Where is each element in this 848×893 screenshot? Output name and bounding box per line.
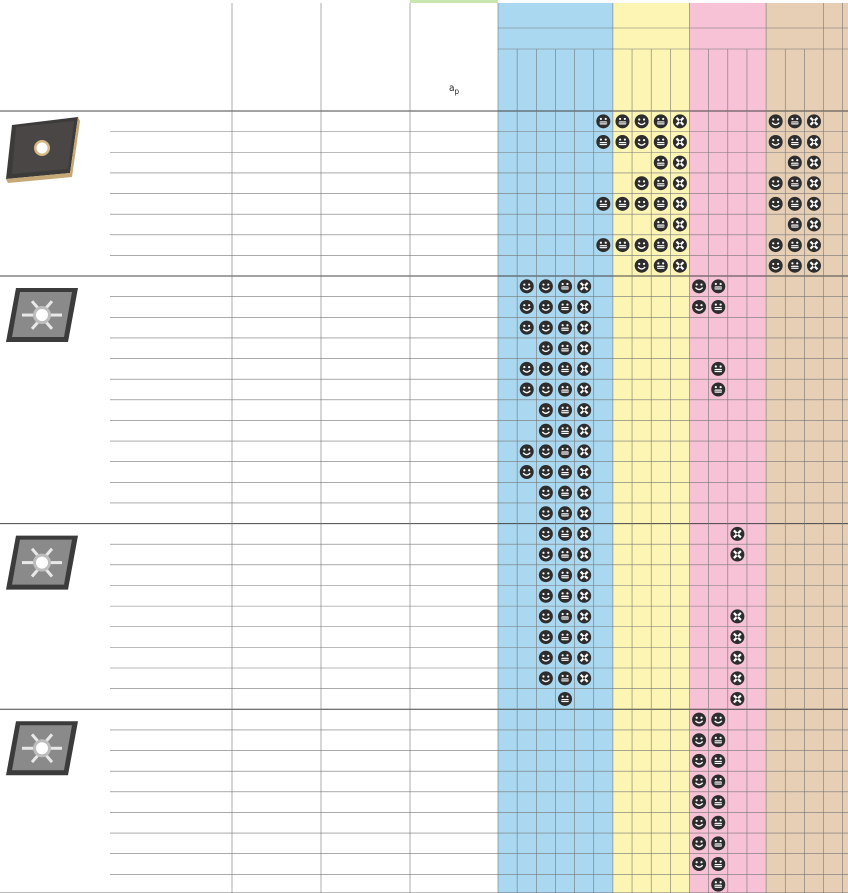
- grin-rating-icon: [558, 527, 572, 541]
- cross-rating-icon: [577, 465, 591, 479]
- ap-label: a: [448, 83, 455, 94]
- grin-rating-icon: [654, 176, 668, 190]
- smile-rating-icon: [539, 609, 553, 623]
- smile-rating-icon: [769, 259, 783, 273]
- smile-rating-icon: [520, 444, 534, 458]
- cross-rating-icon: [577, 362, 591, 376]
- smile-rating-icon: [539, 279, 553, 293]
- cross-rating-icon: [577, 444, 591, 458]
- smile-rating-icon: [539, 527, 553, 541]
- grin-rating-icon: [558, 630, 572, 644]
- cross-rating-icon: [577, 424, 591, 438]
- smile-rating-icon: [520, 300, 534, 314]
- grin-rating-icon: [558, 692, 572, 706]
- cross-rating-icon: [577, 651, 591, 665]
- grin-rating-icon: [596, 238, 610, 252]
- smile-rating-icon: [635, 114, 649, 128]
- grin-rating-icon: [615, 135, 629, 149]
- cross-rating-icon: [577, 671, 591, 685]
- smile-rating-icon: [539, 424, 553, 438]
- insert-nr4-image: [6, 117, 80, 183]
- smile-rating-icon: [539, 300, 553, 314]
- smile-rating-icon: [692, 713, 706, 727]
- grin-rating-icon: [654, 135, 668, 149]
- grin-rating-icon: [654, 259, 668, 273]
- smile-rating-icon: [520, 465, 534, 479]
- grin-rating-icon: [654, 114, 668, 128]
- cross-rating-icon: [577, 403, 591, 417]
- grin-rating-icon: [596, 197, 610, 211]
- smile-rating-icon: [539, 671, 553, 685]
- smile-rating-icon: [520, 362, 534, 376]
- smile-rating-icon: [520, 383, 534, 397]
- grin-rating-icon: [558, 671, 572, 685]
- grin-rating-icon: [615, 197, 629, 211]
- group-band-hw: [824, 3, 848, 893]
- grin-rating-icon: [711, 362, 725, 376]
- smile-rating-icon: [692, 836, 706, 850]
- smile-rating-icon: [692, 279, 706, 293]
- grin-rating-icon: [711, 383, 725, 397]
- grin-rating-icon: [788, 135, 802, 149]
- grin-rating-icon: [711, 816, 725, 830]
- grin-rating-icon: [596, 135, 610, 149]
- cross-rating-icon: [673, 197, 687, 211]
- cross-rating-icon: [577, 630, 591, 644]
- cross-rating-icon: [807, 197, 821, 211]
- grin-rating-icon: [558, 362, 572, 376]
- grin-rating-icon: [558, 341, 572, 355]
- cross-rating-icon: [577, 321, 591, 335]
- smile-rating-icon: [635, 176, 649, 190]
- grin-rating-icon: [654, 217, 668, 231]
- cross-rating-icon: [673, 135, 687, 149]
- grin-rating-icon: [558, 609, 572, 623]
- cross-rating-icon: [673, 217, 687, 231]
- cross-rating-icon: [577, 609, 591, 623]
- grin-rating-icon: [558, 548, 572, 562]
- grin-rating-icon: [558, 383, 572, 397]
- cross-rating-icon: [577, 568, 591, 582]
- cross-rating-icon: [577, 548, 591, 562]
- smile-rating-icon: [692, 733, 706, 747]
- smile-rating-icon: [769, 176, 783, 190]
- smile-rating-icon: [539, 630, 553, 644]
- smile-rating-icon: [635, 238, 649, 252]
- grin-rating-icon: [788, 156, 802, 170]
- cross-rating-icon: [730, 692, 744, 706]
- smile-rating-icon: [520, 321, 534, 335]
- cross-rating-icon: [673, 114, 687, 128]
- cross-rating-icon: [577, 506, 591, 520]
- cross-rating-icon: [807, 259, 821, 273]
- smile-rating-icon: [539, 341, 553, 355]
- grin-rating-icon: [654, 238, 668, 252]
- grin-rating-icon: [711, 733, 725, 747]
- smile-rating-icon: [539, 403, 553, 417]
- grin-rating-icon: [615, 238, 629, 252]
- smile-rating-icon: [769, 238, 783, 252]
- grin-rating-icon: [711, 857, 725, 871]
- grin-rating-icon: [558, 651, 572, 665]
- ap-header: [410, 83, 498, 97]
- insert-rk5-image: [6, 721, 78, 775]
- grin-rating-icon: [654, 156, 668, 170]
- grin-rating-icon: [788, 114, 802, 128]
- cross-rating-icon: [807, 176, 821, 190]
- cross-rating-icon: [673, 259, 687, 273]
- smile-rating-icon: [539, 362, 553, 376]
- grin-rating-icon: [788, 217, 802, 231]
- cross-rating-icon: [730, 548, 744, 562]
- smile-rating-icon: [769, 197, 783, 211]
- smile-rating-icon: [692, 300, 706, 314]
- cross-rating-icon: [673, 156, 687, 170]
- smile-rating-icon: [769, 135, 783, 149]
- grin-rating-icon: [711, 795, 725, 809]
- grin-rating-icon: [711, 878, 725, 892]
- smile-rating-icon: [769, 114, 783, 128]
- grin-rating-icon: [558, 568, 572, 582]
- grin-rating-icon: [711, 754, 725, 768]
- cross-rating-icon: [807, 156, 821, 170]
- smile-rating-icon: [692, 774, 706, 788]
- grin-rating-icon: [558, 506, 572, 520]
- cross-rating-icon: [577, 527, 591, 541]
- grin-rating-icon: [788, 238, 802, 252]
- cross-rating-icon: [673, 238, 687, 252]
- grin-rating-icon: [558, 300, 572, 314]
- cross-rating-icon: [577, 383, 591, 397]
- smile-rating-icon: [635, 259, 649, 273]
- cross-rating-icon: [730, 651, 744, 665]
- grin-rating-icon: [788, 197, 802, 211]
- cross-rating-icon: [577, 589, 591, 603]
- grin-rating-icon: [711, 279, 725, 293]
- cross-rating-icon: [673, 176, 687, 190]
- smile-rating-icon: [539, 548, 553, 562]
- grin-rating-icon: [711, 836, 725, 850]
- grin-rating-icon: [558, 403, 572, 417]
- cross-rating-icon: [807, 238, 821, 252]
- grin-rating-icon: [558, 321, 572, 335]
- smile-rating-icon: [539, 465, 553, 479]
- ap-subscript: p: [454, 87, 460, 96]
- smile-rating-icon: [539, 651, 553, 665]
- grin-rating-icon: [788, 259, 802, 273]
- smile-rating-icon: [539, 321, 553, 335]
- smile-rating-icon: [539, 568, 553, 582]
- grin-rating-icon: [558, 486, 572, 500]
- grin-rating-icon: [558, 279, 572, 293]
- insert-rp7-image: [6, 536, 78, 590]
- cross-rating-icon: [730, 630, 744, 644]
- cross-rating-icon: [577, 486, 591, 500]
- smile-rating-icon: [635, 197, 649, 211]
- grin-rating-icon: [558, 589, 572, 603]
- grin-rating-icon: [711, 300, 725, 314]
- smile-rating-icon: [539, 589, 553, 603]
- grin-rating-icon: [558, 424, 572, 438]
- smile-rating-icon: [635, 135, 649, 149]
- cross-rating-icon: [577, 279, 591, 293]
- smile-rating-icon: [539, 486, 553, 500]
- smile-rating-icon: [692, 795, 706, 809]
- cross-rating-icon: [730, 527, 744, 541]
- grin-rating-icon: [558, 465, 572, 479]
- cross-rating-icon: [577, 341, 591, 355]
- cross-rating-icon: [807, 217, 821, 231]
- grin-rating-icon: [558, 444, 572, 458]
- grin-rating-icon: [615, 114, 629, 128]
- cross-rating-icon: [730, 609, 744, 623]
- smile-rating-icon: [539, 383, 553, 397]
- grin-rating-icon: [711, 774, 725, 788]
- smile-rating-icon: [711, 713, 725, 727]
- smile-rating-icon: [692, 857, 706, 871]
- cross-rating-icon: [807, 135, 821, 149]
- cross-rating-icon: [807, 114, 821, 128]
- smile-rating-icon: [520, 279, 534, 293]
- grin-rating-icon: [596, 114, 610, 128]
- smile-rating-icon: [539, 506, 553, 520]
- cross-rating-icon: [577, 300, 591, 314]
- grin-rating-icon: [654, 197, 668, 211]
- smile-rating-icon: [539, 444, 553, 458]
- insert-rp5-image: [6, 288, 78, 342]
- grin-rating-icon: [788, 176, 802, 190]
- smile-rating-icon: [692, 816, 706, 830]
- smile-rating-icon: [692, 754, 706, 768]
- cross-rating-icon: [730, 671, 744, 685]
